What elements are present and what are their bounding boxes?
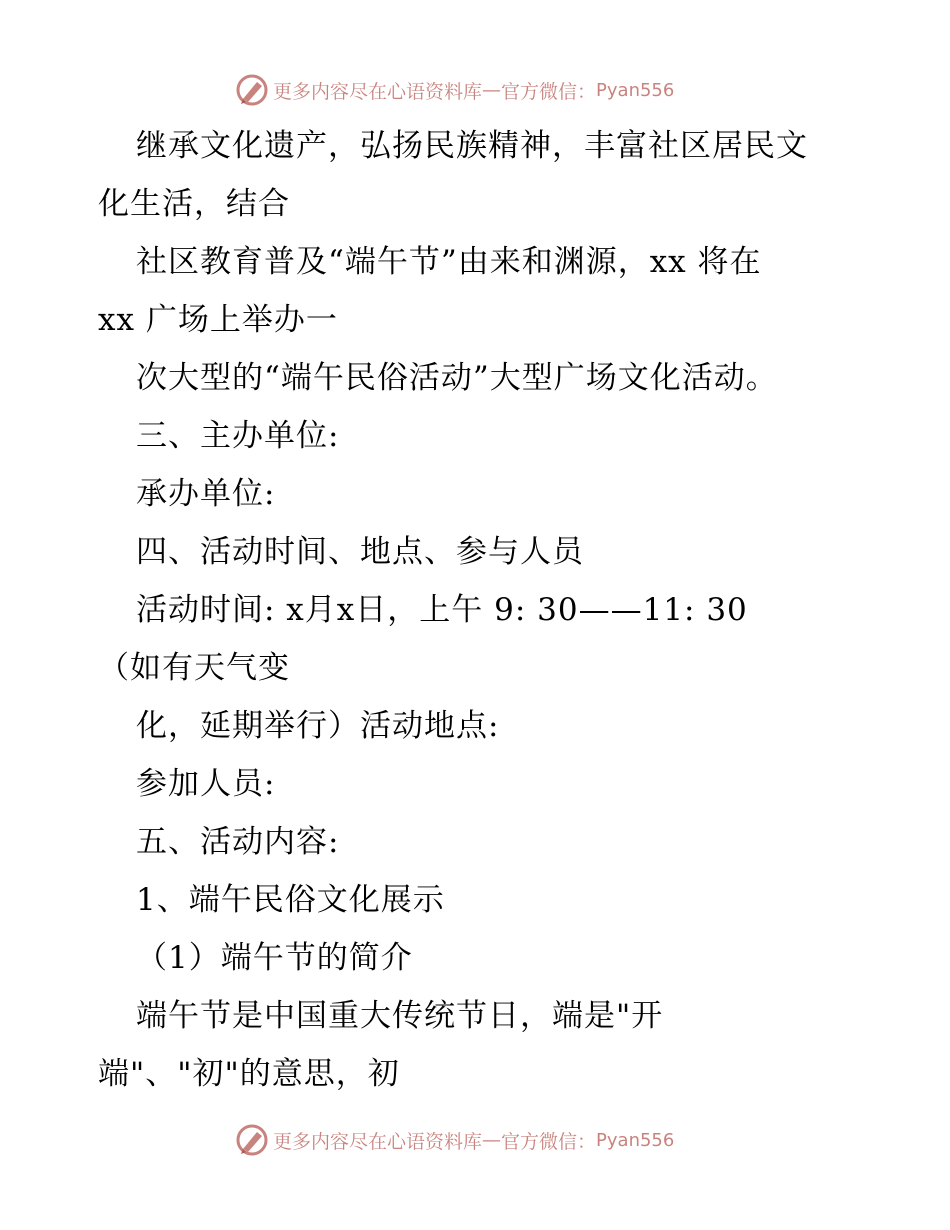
section-heading: 三、主办单位: [136, 418, 340, 454]
text-line: 次大型的“端午民俗活动”大型广场文化活动。 [136, 360, 778, 396]
text-line: （如有天气变 [98, 650, 290, 686]
pen-logo-icon [235, 1123, 269, 1157]
watermark-wechat-id: Pyan556 [596, 1129, 675, 1151]
subsection-heading: （1）端午节的简介 [136, 940, 413, 976]
text-line: xx 广场上举办一 [98, 302, 338, 338]
subsection-heading: 1、端午民俗文化展示 [136, 882, 445, 918]
text-line: 化，延期举行）活动地点: [136, 708, 500, 744]
footer-watermark [235, 1122, 674, 1158]
watermark-text: 更多内容尽在心语资料库 [273, 1130, 483, 1153]
text-line: 端午节是中国重大传统节日，端是"开 [136, 998, 664, 1034]
header-watermark [235, 72, 674, 108]
section-heading: 四、活动时间、地点、参与人员 [136, 534, 584, 570]
watermark-dash: — [482, 79, 502, 101]
text-line: 继承文化遗产，弘扬民族精神，丰富社区居民文 [136, 128, 808, 164]
section-heading: 五、活动内容: [136, 824, 340, 860]
text-line: 承办单位: [136, 476, 276, 512]
watermark-dash: — [482, 1129, 502, 1151]
text-line: 端"、"初"的意思，初 [98, 1056, 400, 1092]
watermark-official-label: 官方微信： [501, 80, 597, 103]
pen-logo-icon [235, 73, 269, 107]
watermark-text: 更多内容尽在心语资料库 [273, 80, 483, 103]
text-line: 活动时间: x月x日，上午 9: 30——11: 30 [136, 592, 748, 628]
text-line: 化生活，结合 [98, 186, 290, 222]
watermark-official-label: 官方微信： [501, 1130, 597, 1153]
text-line: 参加人员: [136, 766, 276, 802]
watermark-wechat-id: Pyan556 [596, 79, 675, 101]
text-line: 社区教育普及“端午节”由来和渊源，xx 将在 [136, 244, 762, 280]
